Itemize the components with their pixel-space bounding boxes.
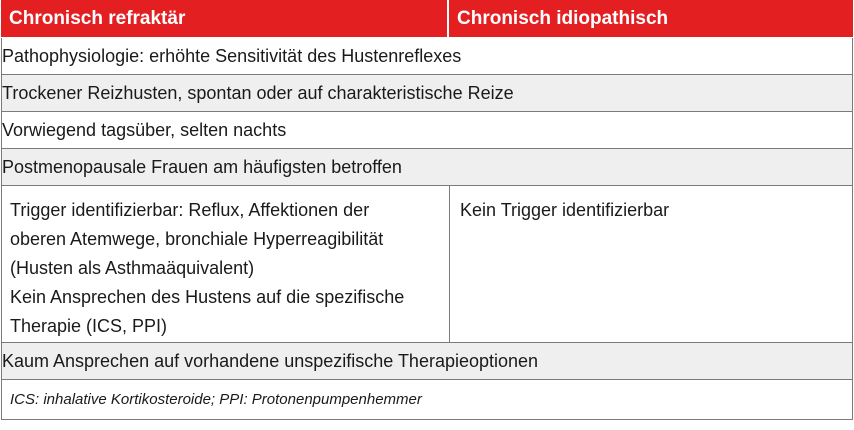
row-cough-type: Trockener Reizhusten, spontan oder auf charakteristische Reize: [1, 75, 853, 112]
text-line: Kein Ansprechen des Hustens auf die spezifische: [10, 287, 405, 307]
row-affected-group: Postmenopausale Frauen am häufigsten betroffen: [1, 149, 853, 186]
row-therapy-response: Kaum Ansprechen auf vorhandene unspezifische Therapieoptionen: [1, 343, 853, 380]
text-line: oberen Atemwege, bronchiale Hyperreagibilität: [10, 229, 384, 249]
cell-idiopathic-triggers: Kein Trigger identifizierbar: [460, 200, 670, 220]
text-line: Therapie (ICS, PPI): [10, 316, 168, 336]
footnote: ICS: inhalative Kortikosteroide; PPI: Protonenpumpenhemmer: [1, 380, 853, 420]
row-triggers: [1, 186, 853, 343]
row-timing: Vorwiegend tagsüber, selten nachts: [1, 112, 853, 149]
text-line: Trigger identifizierbar: Reflux, Affektionen der: [10, 200, 370, 220]
cell-refractory-triggers: [2, 186, 450, 342]
row-pathophysiology: Pathophysiologie: erhöhte Sensitivität des Hustenreflexes: [1, 38, 853, 75]
text-line: (Husten als Asthmaäquivalent): [10, 258, 255, 278]
comparison-table: [1, 0, 853, 420]
table-header: [1, 0, 853, 38]
header-chronic-idiopathic: Chronisch idiopathisch: [457, 8, 669, 29]
header-chronic-refractory: Chronisch refraktär: [1, 0, 449, 37]
